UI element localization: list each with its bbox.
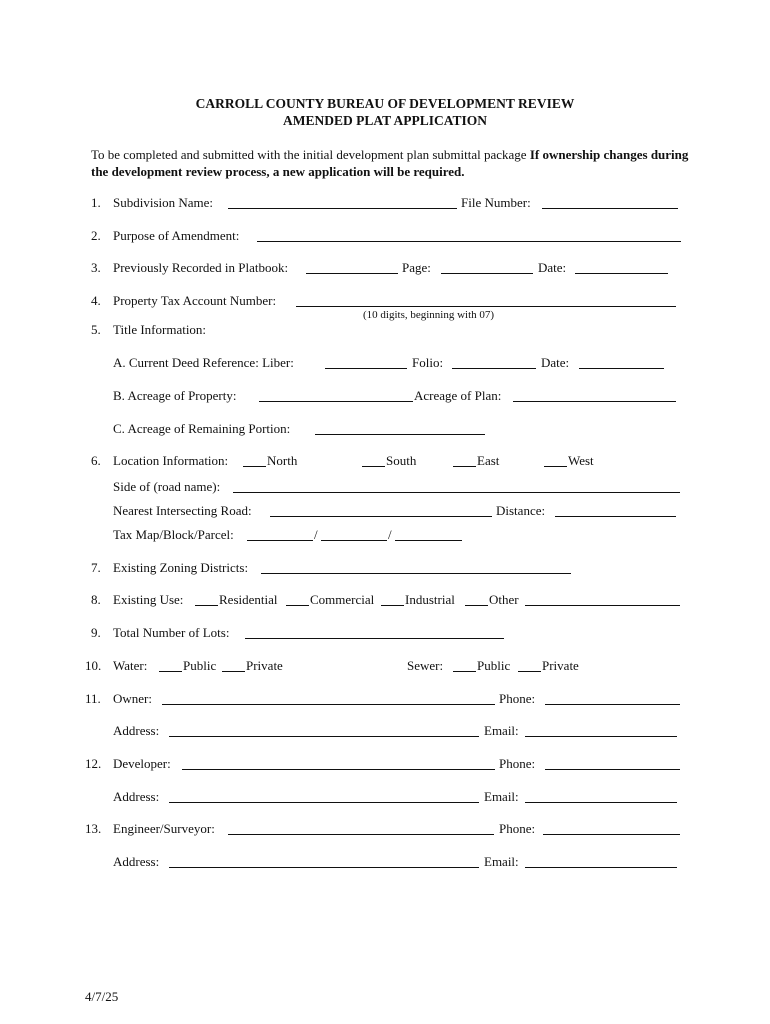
sewer-public-label: Public	[477, 658, 511, 673]
field-row-tax-account	[0, 292, 770, 310]
page-field[interactable]	[441, 273, 533, 274]
field-row-title-info	[0, 321, 770, 339]
platbook-field[interactable]	[306, 273, 398, 274]
remaining-acreage-field[interactable]	[315, 434, 485, 435]
engineer-email-label: Email:	[484, 854, 519, 869]
residential-check-field[interactable]	[195, 605, 218, 606]
slash-separator: /	[314, 527, 318, 542]
field-number: 12.	[85, 756, 102, 771]
field-row-total-lots	[0, 624, 770, 642]
engineer-phone-field[interactable]	[543, 834, 680, 835]
field-row-acreage	[0, 387, 770, 405]
folio-label: Folio:	[412, 355, 444, 370]
east-label: East	[477, 453, 500, 468]
field-row-intersecting-road	[0, 502, 770, 520]
field-row-deed-reference	[0, 354, 770, 372]
developer-phone-field[interactable]	[545, 769, 680, 770]
purpose-label: Purpose of Amendment:	[113, 228, 240, 243]
location-label: Location Information:	[113, 453, 229, 468]
engineer-label: Engineer/Surveyor:	[113, 821, 215, 836]
field-number: 7.	[91, 560, 101, 575]
subdivision-name-label: Subdivision Name:	[113, 195, 214, 210]
existing-use-label: Existing Use:	[113, 592, 184, 607]
revision-date: 4/7/25	[85, 989, 119, 1004]
water-private-check-field[interactable]	[222, 671, 245, 672]
developer-phone-label: Phone:	[499, 756, 536, 771]
north-label: North	[267, 453, 298, 468]
owner-field[interactable]	[162, 704, 495, 705]
intro-bold-text: If ownership changes during the development review process, a new application will be required.	[91, 147, 689, 179]
west-label: West	[568, 453, 594, 468]
engineer-address-field[interactable]	[169, 867, 479, 868]
owner-address-label: Address:	[113, 723, 160, 738]
tax-map-field[interactable]	[247, 540, 313, 541]
acreage-property-label: B. Acreage of Property:	[113, 388, 237, 403]
other-check-field[interactable]	[465, 605, 488, 606]
deed-liber-label: A. Current Deed Reference: Liber:	[113, 355, 294, 370]
field-row-side-of-road	[0, 478, 770, 496]
page-label: Page:	[402, 260, 431, 275]
engineer-address-label: Address:	[113, 854, 160, 869]
owner-phone-field[interactable]	[545, 704, 680, 705]
sewer-private-label: Private	[542, 658, 579, 673]
field-row-owner	[0, 690, 770, 708]
side-road-label: Side of (road name):	[113, 479, 221, 494]
owner-phone-label: Phone:	[499, 691, 536, 706]
file-number-label: File Number:	[461, 195, 531, 210]
block-field[interactable]	[321, 540, 387, 541]
acreage-plan-field[interactable]	[513, 401, 676, 402]
sewer-public-check-field[interactable]	[453, 671, 476, 672]
form-title-line1: CARROLL COUNTY BUREAU OF DEVELOPMENT REVIEW	[195, 96, 575, 111]
sewer-label: Sewer:	[407, 658, 444, 673]
field-row-engineer	[0, 820, 770, 838]
owner-email-label: Email:	[484, 723, 519, 738]
east-check-field[interactable]	[453, 466, 476, 467]
intersecting-road-field[interactable]	[270, 516, 492, 517]
intro-normal-text: To be completed and submitted with the initial development plan submittal package	[91, 147, 527, 162]
field-row-subdivision	[0, 194, 770, 212]
other-label: Other	[489, 592, 519, 607]
field-number: 11.	[85, 691, 101, 706]
remaining-acreage-label: C. Acreage of Remaining Portion:	[113, 421, 291, 436]
form-title-line2: AMENDED PLAT APPLICATION	[282, 113, 488, 128]
folio-field[interactable]	[452, 368, 536, 369]
field-row-existing-use	[0, 591, 770, 609]
platbook-label: Previously Recorded in Platbook:	[113, 260, 289, 275]
engineer-phone-label: Phone:	[499, 821, 536, 836]
acreage-plan-label: Acreage of Plan:	[414, 388, 502, 403]
tax-account-field[interactable]	[296, 306, 676, 307]
south-label: South	[386, 453, 417, 468]
date-label: Date:	[538, 260, 567, 275]
developer-email-label: Email:	[484, 789, 519, 804]
field-row-engineer-address	[0, 853, 770, 871]
deed-date-label: Date:	[541, 355, 570, 370]
developer-label: Developer:	[113, 756, 171, 771]
field-number: 1.	[91, 195, 101, 210]
intersecting-road-label: Nearest Intersecting Road:	[113, 503, 252, 518]
field-row-water-sewer	[0, 657, 770, 675]
commercial-check-field[interactable]	[286, 605, 309, 606]
distance-label: Distance:	[496, 503, 546, 518]
field-number: 9.	[91, 625, 101, 640]
acreage-property-field[interactable]	[259, 401, 413, 402]
developer-email-field[interactable]	[525, 802, 677, 803]
water-public-check-field[interactable]	[159, 671, 182, 672]
water-public-label: Public	[183, 658, 217, 673]
residential-label: Residential	[219, 592, 278, 607]
sewer-private-check-field[interactable]	[518, 671, 541, 672]
owner-label: Owner:	[113, 691, 152, 706]
developer-address-label: Address:	[113, 789, 160, 804]
field-number: 8.	[91, 592, 101, 607]
south-check-field[interactable]	[362, 466, 385, 467]
field-number: 6.	[91, 453, 101, 468]
side-road-field[interactable]	[233, 492, 680, 493]
field-row-platbook	[0, 259, 770, 277]
parcel-field[interactable]	[395, 540, 462, 541]
field-row-developer-address	[0, 788, 770, 806]
north-check-field[interactable]	[243, 466, 266, 467]
distance-field[interactable]	[555, 516, 676, 517]
water-label: Water:	[113, 658, 148, 673]
liber-field[interactable]	[325, 368, 407, 369]
owner-address-field[interactable]	[169, 736, 479, 737]
field-number: 3.	[91, 260, 101, 275]
engineer-email-field[interactable]	[525, 867, 677, 868]
field-row-zoning	[0, 559, 770, 577]
slash-separator: /	[388, 527, 392, 542]
engineer-field[interactable]	[228, 834, 494, 835]
other-specify-field[interactable]	[525, 605, 680, 606]
industrial-label: Industrial	[405, 592, 455, 607]
deed-date-field[interactable]	[579, 368, 664, 369]
intro-paragraph	[91, 146, 691, 180]
tax-account-note: (10 digits, beginning with 07)	[363, 309, 495, 321]
total-lots-field[interactable]	[245, 638, 504, 639]
west-check-field[interactable]	[544, 466, 567, 467]
field-row-remaining-acreage	[0, 420, 770, 438]
zoning-label: Existing Zoning Districts:	[113, 560, 249, 575]
field-row-location	[0, 452, 770, 470]
title-info-label: Title Information:	[113, 322, 207, 337]
file-number-field[interactable]	[542, 208, 678, 209]
developer-address-field[interactable]	[169, 802, 479, 803]
commercial-label: Commercial	[310, 592, 375, 607]
zoning-field[interactable]	[261, 573, 571, 574]
field-row-purpose	[0, 227, 770, 245]
field-number: 4.	[91, 293, 101, 308]
tax-account-label: Property Tax Account Number:	[113, 293, 277, 308]
owner-email-field[interactable]	[525, 736, 677, 737]
date-field[interactable]	[575, 273, 668, 274]
tax-map-label: Tax Map/Block/Parcel:	[113, 527, 234, 542]
developer-field[interactable]	[182, 769, 495, 770]
subdivision-name-field[interactable]	[228, 208, 457, 209]
field-number: 10.	[85, 658, 102, 673]
field-row-developer	[0, 755, 770, 773]
purpose-field[interactable]	[257, 241, 681, 242]
field-row-tax-map	[0, 526, 770, 544]
total-lots-label: Total Number of Lots:	[113, 625, 230, 640]
field-number: 5.	[91, 322, 101, 337]
field-number: 2.	[91, 228, 101, 243]
industrial-check-field[interactable]	[381, 605, 404, 606]
field-number: 13.	[85, 821, 102, 836]
water-private-label: Private	[246, 658, 283, 673]
field-row-owner-address	[0, 722, 770, 740]
